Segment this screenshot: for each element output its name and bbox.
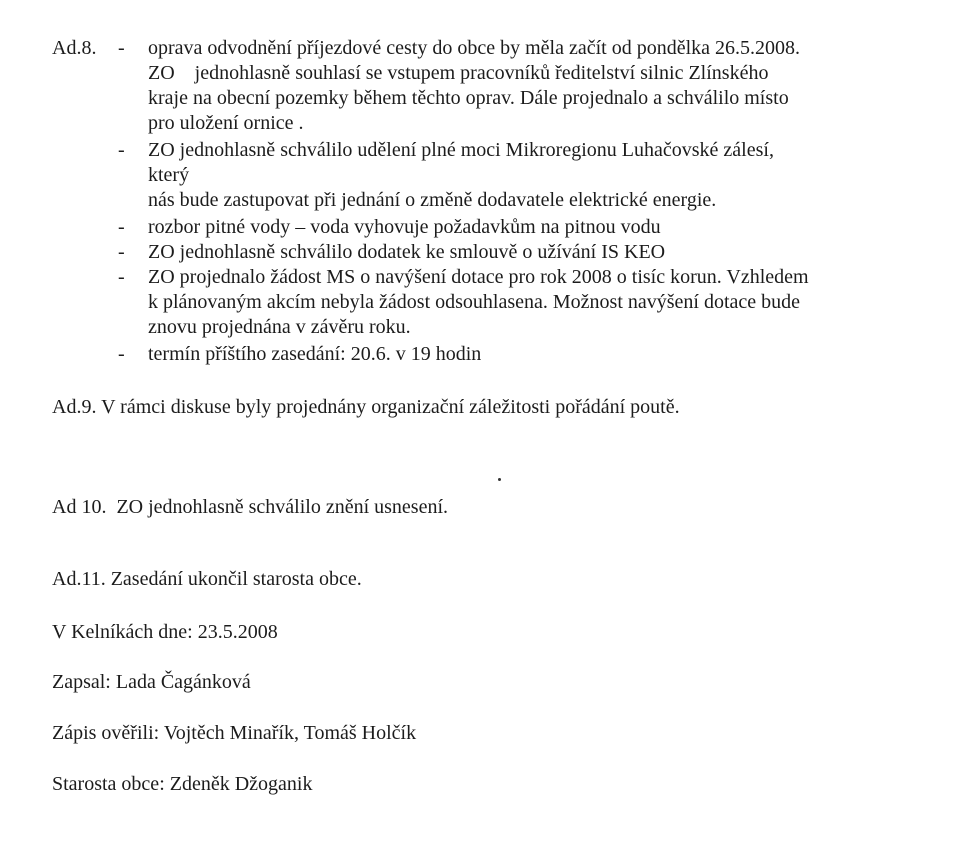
text-line: pro uložení ornice .	[148, 112, 304, 134]
text-line: rozbor pitné vody – voda vyhovuje požadavkům na pitnou vodu	[148, 216, 661, 238]
verified-by: Zápis ověřili: Vojtěch Minařík, Tomáš Holčík	[52, 722, 417, 744]
section-label-ad8: Ad.8.	[52, 37, 97, 59]
ad8-item-3	[148, 215, 661, 240]
section-ad11: Ad.11. Zasedání ukončil starosta obce.	[52, 568, 362, 590]
bullet-dash: -	[118, 266, 125, 288]
ad8-item-6	[148, 342, 481, 367]
ad8-item-4	[148, 240, 665, 265]
text-line: kraje na obecní pozemky během těchto oprav. Dále projednalo a schválilo místo	[148, 87, 789, 109]
text-line: ZO jednohlasně schválilo dodatek ke smlouvě o užívání IS KEO	[148, 241, 666, 263]
ad8-item-1	[148, 36, 800, 136]
scan-speck	[498, 478, 501, 481]
text-line: nás bude zastupovat při jednání o změně dodavatele elektrické energie.	[148, 189, 717, 211]
bullet-dash: -	[118, 216, 125, 238]
text-line: ZO projednalo žádost MS o navýšení dotace pro rok 2008 o tisíc korun. Vzhledem	[148, 266, 809, 288]
place-date: V Kelníkách dne: 23.5.2008	[52, 621, 278, 643]
bullet-dash: -	[118, 241, 125, 263]
section-ad10: Ad 10. ZO jednohlasně schválilo znění usnesení.	[52, 496, 449, 518]
bullet-dash: -	[118, 343, 125, 365]
text-line: termín příštího zasedání: 20.6. v 19 hodin	[148, 343, 482, 365]
ad8-item-5	[148, 265, 809, 340]
text-line: k plánovaným akcím nebyla žádost odsouhlasena. Možnost navýšení dotace bude	[148, 291, 801, 313]
mayor-signature-line: Starosta obce: Zdeněk Džoganik	[52, 773, 313, 795]
ad8-item-2	[148, 138, 774, 213]
bullet-dash: -	[118, 139, 125, 161]
bullet-dash: -	[118, 37, 125, 59]
text-line: ZO jednohlasně schválilo udělení plné moci Mikroregionu Luhačovské zálesí,	[148, 139, 774, 161]
text-line: který	[148, 164, 190, 186]
text-line: ZO jednohlasně souhlasí se vstupem pracovníků ředitelství silnic Zlínského	[148, 62, 769, 84]
text-line: znovu projednána v závěru roku.	[148, 316, 411, 338]
recorded-by: Zapsal: Lada Čagánková	[52, 671, 251, 693]
text-line: oprava odvodnění příjezdové cesty do obce by měla začít od pondělka 26.5.2008.	[148, 37, 801, 59]
section-ad9: Ad.9. V rámci diskuse byly projednány organizační záležitosti pořádání poutě.	[52, 396, 680, 418]
